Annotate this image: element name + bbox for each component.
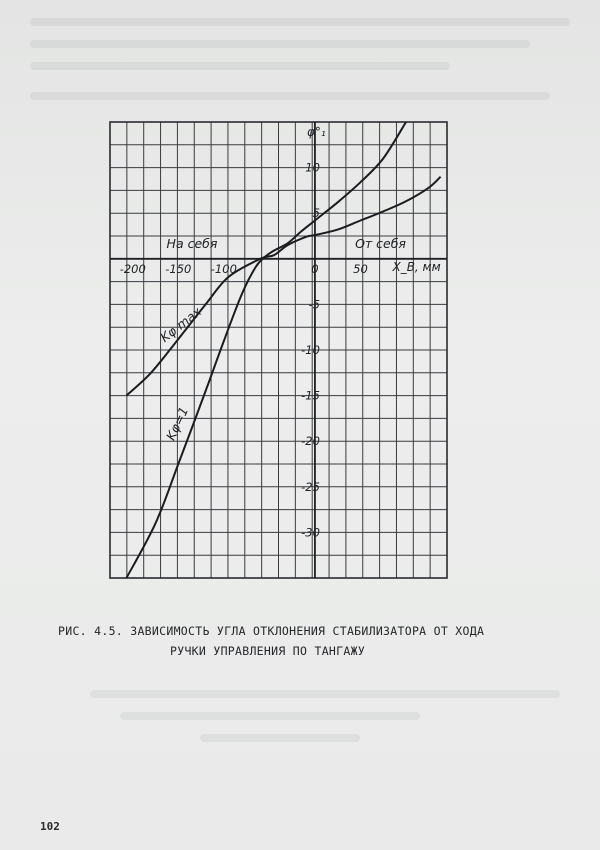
y-tick-label: 10	[305, 160, 320, 175]
x-axis-label: X_B, мм	[392, 259, 441, 274]
y-tick-label: 5	[312, 206, 320, 221]
x-tick-label: -150	[165, 261, 192, 276]
series-label-k-phi-1: Kφ=1	[162, 404, 192, 443]
x-tick-label: 0	[311, 261, 319, 276]
y-tick-label: -30	[301, 525, 320, 540]
direction-annotation: От себя	[355, 235, 406, 251]
y-tick-label: -25	[301, 479, 320, 494]
x-tick-label: 50	[353, 261, 368, 276]
y-axis-label: φ°₁	[306, 125, 326, 139]
x-tick-label: -200	[119, 261, 146, 276]
x-tick-label: -100	[210, 261, 237, 276]
y-tick-label: -15	[301, 388, 320, 403]
y-tick-label: -10	[301, 343, 320, 357]
figure-caption-line-2: РУЧКИ УПРАВЛЕНИЯ ПО ТАНГАЖУ	[170, 644, 366, 658]
chart-labels	[120, 125, 441, 539]
y-tick-label: -5	[308, 297, 320, 312]
y-tick-label: -20	[301, 434, 320, 449]
page-number: 102	[40, 820, 60, 833]
series-line-k-phi-max	[126, 177, 440, 396]
series-label-k-phi-max: Kφ max	[157, 303, 205, 346]
figure-caption-line-1: РИС. 4.5. ЗАВИСИМОСТЬ УГЛА ОТКЛОНЕНИЯ СТАБИЛИЗАТОРА ОТ ХОДА	[58, 624, 485, 638]
direction-annotation: На себя	[166, 235, 218, 251]
